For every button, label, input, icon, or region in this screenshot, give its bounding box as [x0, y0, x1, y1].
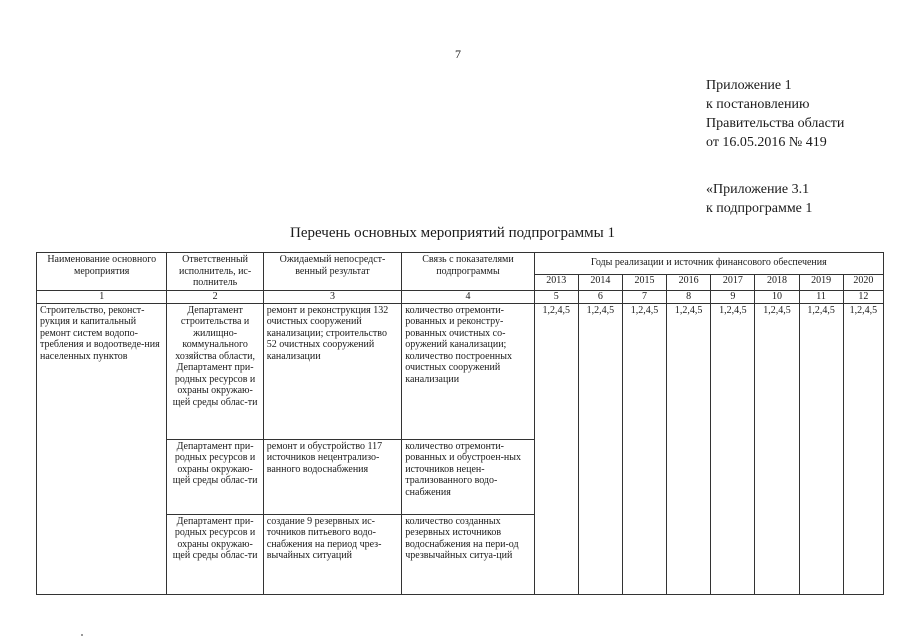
- document-title: Перечень основных мероприятий подпрограммы 1: [290, 225, 615, 241]
- executor-cell: Департамент строительства и жилищно-коммунального хозяйства области, Департамент при-родных ресурсов и охраны окружаю-щей среды облас-ти: [167, 303, 263, 439]
- column-number: 8: [667, 290, 711, 303]
- year-value-cell: 1,2,4,5: [755, 303, 799, 594]
- column-number: 12: [843, 290, 883, 303]
- column-number: 7: [622, 290, 666, 303]
- header-years-group: Годы реализации и источник финансового обеспечения: [534, 253, 883, 275]
- page-number: 7: [455, 47, 461, 61]
- year-value-cell: 1,2,4,5: [711, 303, 755, 594]
- year-cell: 2018: [755, 275, 799, 290]
- year-cell: 2015: [622, 275, 666, 290]
- year-value-cell: 1,2,4,5: [534, 303, 578, 594]
- result-cell: создание 9 резервных ис-точников питьевого водо-снабжения на период чрез-вычайных ситуаций: [263, 514, 401, 594]
- year-value-cell: 1,2,4,5: [843, 303, 883, 594]
- subprogram-appendix-block: [706, 180, 812, 218]
- column-numbers-row: [37, 290, 884, 303]
- column-number: 11: [799, 290, 843, 303]
- column-number: 9: [711, 290, 755, 303]
- column-number: 6: [578, 290, 622, 303]
- header-executor: Ответственный исполнитель, ис-полнитель: [167, 253, 263, 291]
- result-cell: ремонт и реконструкция 132 очистных сооружений канализации; строительство 52 очистных сооружений канализации: [263, 303, 401, 439]
- column-number: 1: [37, 290, 167, 303]
- link-cell: количество отремонти-рованных и реконстру-рованных очистных со-оружений канализации; количество построенных очистных сооружений канализации: [402, 303, 534, 439]
- appendix-line: Приложение 1: [706, 78, 792, 93]
- scan-artifact: [81, 634, 83, 636]
- year-cell: 2013: [534, 275, 578, 290]
- appendix-block: [706, 76, 844, 152]
- year-cell: 2019: [799, 275, 843, 290]
- appendix-line: к подпрограмме 1: [706, 201, 813, 216]
- year-cell: 2020: [843, 275, 883, 290]
- column-number: 5: [534, 290, 578, 303]
- result-cell: ремонт и обустройство 117 источников нецентрализо-ванного водоснабжения: [263, 439, 401, 514]
- appendix-line: от 16.05.2016 № 419: [706, 135, 827, 150]
- year-value-cell: 1,2,4,5: [667, 303, 711, 594]
- header-row: [37, 253, 884, 275]
- link-cell: количество отремонти-рованных и обустроен-ных источников нецен-трализованного водо-снабжения: [402, 439, 534, 514]
- event-name-cell: Строительство, реконст-рукция и капитальный ремонт систем водопо-требления и водоотведе-ния населенных пунктов: [37, 303, 167, 594]
- header-result: Ожидаемый непосредст-венный результат: [263, 253, 401, 291]
- link-cell: количество созданных резервных источников водоснабжения на пери-од чрезвычайных ситуа-ций: [402, 514, 534, 594]
- year-cell: 2017: [711, 275, 755, 290]
- appendix-line: к постановлению: [706, 97, 810, 112]
- table-row: [37, 303, 884, 439]
- executor-cell: Департамент при-родных ресурсов и охраны окружаю-щей среды облас-ти: [167, 439, 263, 514]
- events-table: [36, 252, 884, 595]
- executor-cell: Департамент при-родных ресурсов и охраны окружаю-щей среды облас-ти: [167, 514, 263, 594]
- year-value-cell: 1,2,4,5: [799, 303, 843, 594]
- column-number: 3: [263, 290, 401, 303]
- year-value-cell: 1,2,4,5: [578, 303, 622, 594]
- header-event: Наименование основного мероприятия: [37, 253, 167, 291]
- appendix-line: Правительства области: [706, 116, 845, 131]
- header-link: Связь с показателями подпрограммы: [402, 253, 534, 291]
- column-number: 10: [755, 290, 799, 303]
- year-cell: 2014: [578, 275, 622, 290]
- year-value-cell: 1,2,4,5: [622, 303, 666, 594]
- column-number: 2: [167, 290, 263, 303]
- column-number: 4: [402, 290, 534, 303]
- appendix-line: «Приложение 3.1: [706, 182, 810, 197]
- year-cell: 2016: [667, 275, 711, 290]
